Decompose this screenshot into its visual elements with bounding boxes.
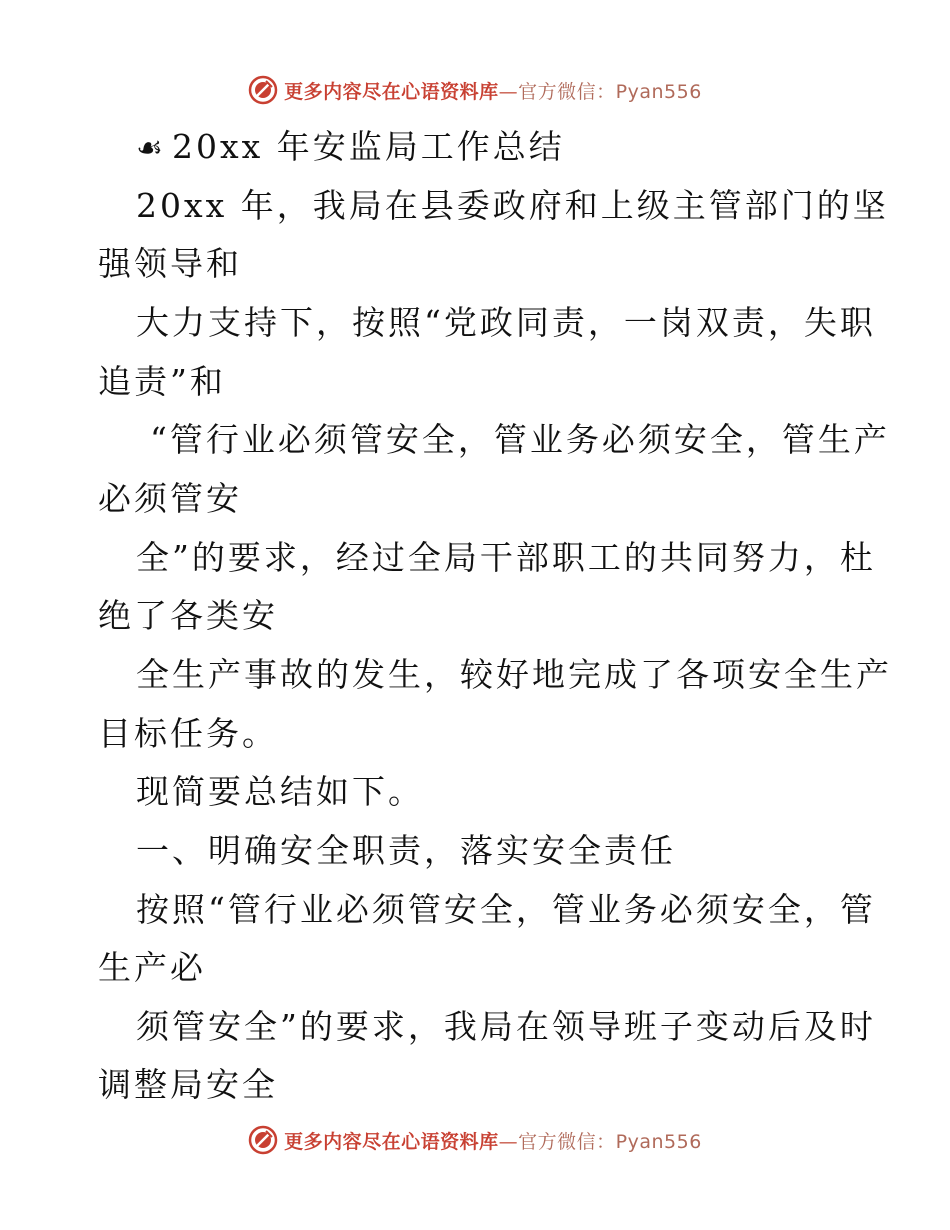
pen-seal-icon: [248, 75, 278, 105]
header-wechat: 官方微信：Pyan556: [518, 80, 702, 103]
paragraph-line: 绝了各类安: [98, 596, 278, 635]
fleuron-icon: ☙: [136, 131, 166, 166]
paragraph-line: 大力支持下，按照“党政同责，一岗双责，失职: [136, 303, 876, 342]
paragraph-line: 调整局安全: [98, 1065, 278, 1104]
footer-brand-text: [284, 1127, 702, 1154]
paragraph-line: 按照“管行业必须管安全，管业务必须安全，管: [136, 890, 876, 929]
header-dash: —: [498, 80, 519, 103]
footer-wechat: 官方微信：Pyan556: [518, 1130, 702, 1153]
header-banner: [0, 70, 950, 110]
paragraph-line: 生产必: [98, 948, 206, 987]
paragraph-line: 必须管安: [98, 479, 242, 518]
paragraph-line: 须管安全”的要求，我局在领导班子变动后及时: [136, 1007, 876, 1046]
footer-banner: [0, 1120, 950, 1160]
section-heading: 一、明确安全职责，落实安全责任: [136, 831, 676, 870]
paragraph-line: 全生产事故的发生，较好地完成了各项安全生产: [136, 655, 892, 694]
paragraph-line: “管行业必须管安全，管业务必须安全，管生产: [150, 420, 890, 459]
pen-seal-icon: [248, 1125, 278, 1155]
paragraph-line: 追责”和: [98, 362, 226, 401]
footer-dash: —: [498, 1130, 519, 1153]
paragraph-line: 现简要总结如下。: [136, 772, 424, 811]
header-brand: 更多内容尽在心语资料库: [284, 80, 499, 103]
paragraph-line: 全”的要求，经过全局干部职工的共同努力，杜: [136, 538, 876, 577]
paragraph-line: 目标任务。: [98, 714, 278, 753]
paragraph-line: 强领导和: [98, 244, 242, 283]
header-brand-text: [284, 77, 702, 104]
paragraph-line: 20xx 年，我局在县委政府和上级主管部门的坚: [136, 186, 889, 225]
document-title: [136, 118, 565, 176]
title-text: 20xx 年安监局工作总结: [172, 127, 565, 166]
footer-brand: 更多内容尽在心语资料库: [284, 1130, 499, 1153]
